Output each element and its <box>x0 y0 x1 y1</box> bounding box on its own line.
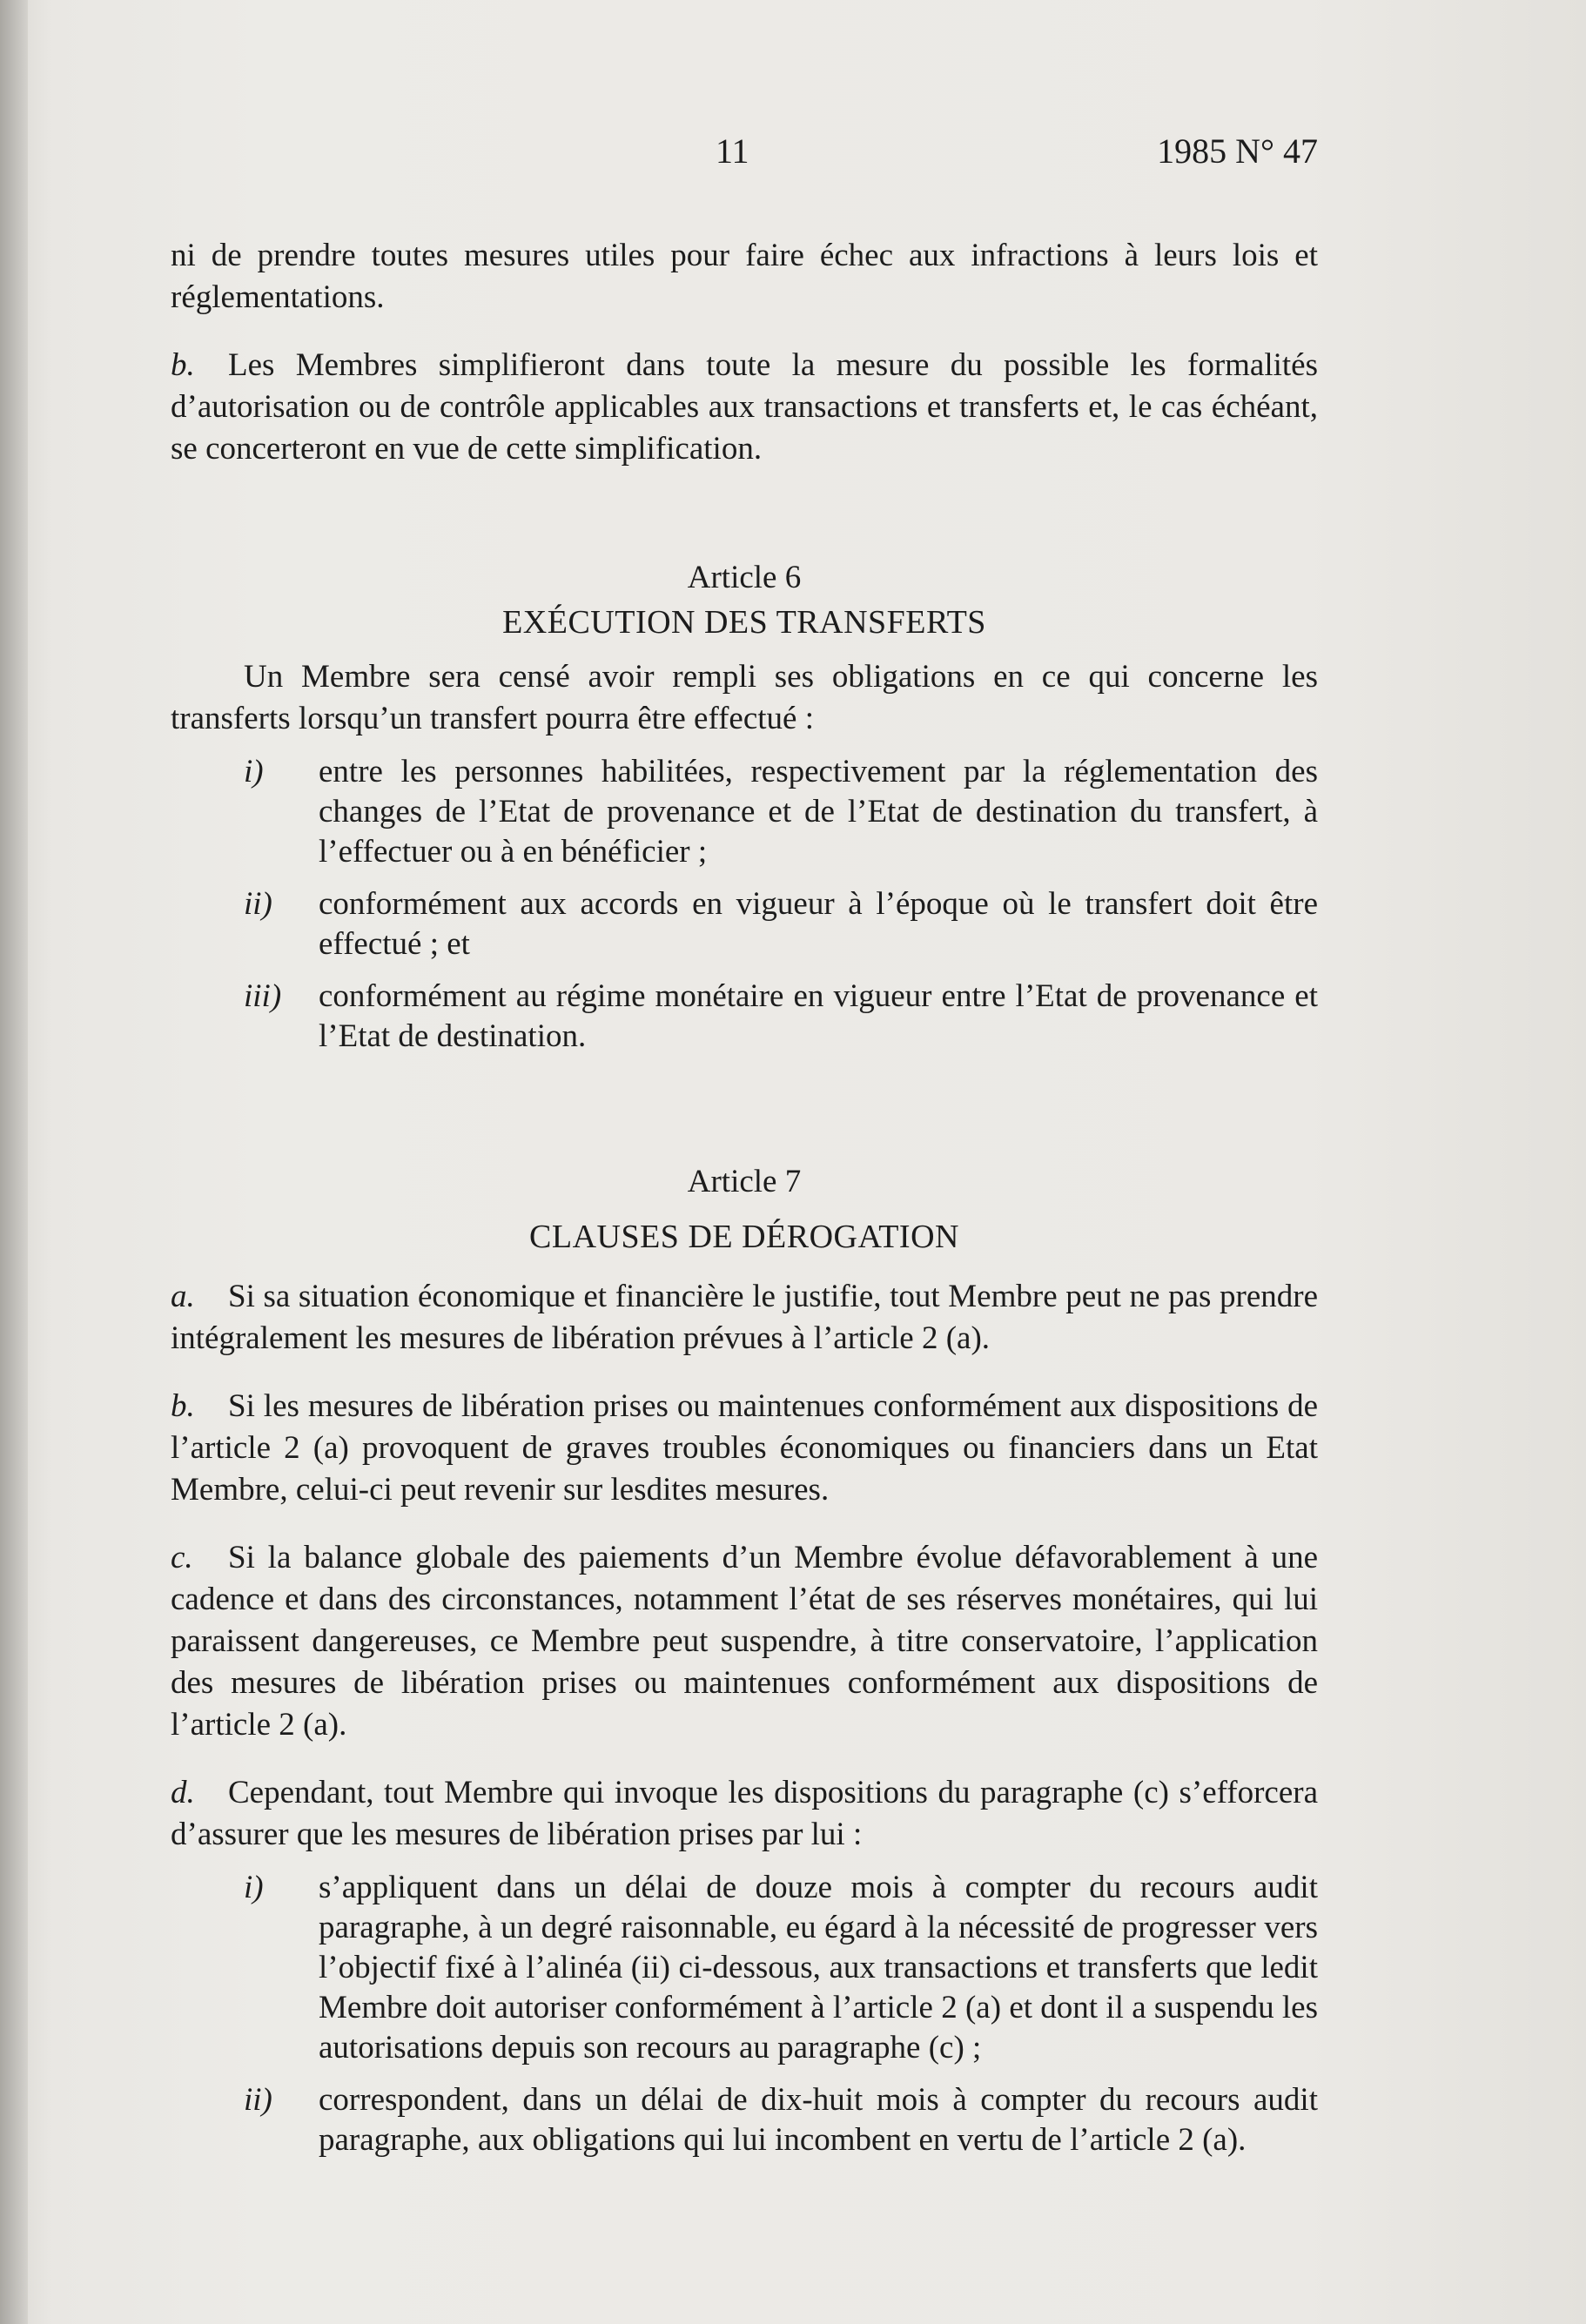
list-text: conformément aux accords en vigueur à l’époque où le transfert doit être effectué ; et <box>319 886 1318 962</box>
list-item <box>244 977 1318 1057</box>
article-title: EXÉCUTION DES TRANSFERTS <box>502 604 986 641</box>
paragraph-label: c. <box>171 1540 193 1575</box>
list-item <box>244 884 1318 964</box>
page-header <box>171 131 1318 183</box>
page-content <box>171 131 1318 2160</box>
paragraph-a <box>171 1276 1318 1360</box>
paragraph-label: b. <box>171 347 195 383</box>
list-marker: ii) <box>244 2082 272 2118</box>
list-text: s’appliquent dans un délai de douze mois à compter du recours audit paragraphe, à un degré raisonnable, eu égard à la nécessité de progresser vers l’objectif fixé à l’alinéa (ii) ci-dessous, aux transactions et transferts que ledit Membre doit autoriser conformément à l’article 2 (a) et dont il a suspendu les autorisations depuis son recours au paragraphe (c) ; <box>319 1870 1318 2065</box>
list-item <box>244 752 1318 872</box>
article-number: Article 7 <box>687 1164 802 1199</box>
paragraph-label: a. <box>171 1279 195 1314</box>
paragraph-text: Les Membres simplifieront dans toute la mesure du possible les formalités d’autorisation ou de contrôle applicables aux transactions et transferts et, le cas échéant, se concerteront en vue de cette simplification. <box>171 347 1318 467</box>
paragraph-text: Si la balance globale des paiements d’un Membre évolue défavorablement à une cadence et dans des circonstances, notamment l’état de ses réserves monétaires, qui lui paraissent dangereuses, ce Membre peut suspendre, à titre conservatoire, l’application des mesures de libération prises ou maintenues conformément aux dispositions de l’article 2 (a). <box>171 1540 1318 1743</box>
article-6 <box>171 557 1318 1057</box>
list-text: entre les personnes habilitées, respectivement par la réglementation des changes de l’Etat de provenance et de l’Etat de destination du transfert, à l’effectuer ou à en bénéficier ; <box>319 754 1318 870</box>
page-number: 11 <box>716 131 749 171</box>
paragraph-d <box>171 1772 1318 1856</box>
continuation-paragraph: ni de prendre toutes mesures utiles pour faire échec aux infractions à leurs lois et réglementations. <box>171 238 1318 315</box>
paragraph-text: Cependant, tout Membre qui invoque les dispositions du paragraphe (c) s’efforcera d’assurer que les mesures de libération prises par lui : <box>171 1775 1318 1852</box>
paragraph-text: Si sa situation économique et financière le justifie, tout Membre peut ne pas prendre intégralement les mesures de libération prévues à l’article 2 (a). <box>171 1279 1318 1356</box>
paragraph-label: b. <box>171 1388 195 1424</box>
list-text: conformément au régime monétaire en vigueur entre l’Etat de provenance et l’Etat de destination. <box>319 978 1318 1054</box>
list-marker: iii) <box>244 978 282 1014</box>
paragraph-b <box>171 1386 1318 1511</box>
list-marker: ii) <box>244 886 272 922</box>
binding-gutter <box>0 0 28 2324</box>
list-text: correspondent, dans un délai de dix-huit mois à compter du recours audit paragraphe, aux obligations qui lui incombent en vertu de l’article 2 (a). <box>319 2082 1318 2158</box>
article-number: Article 6 <box>687 560 802 595</box>
article-title: CLAUSES DE DÉROGATION <box>529 1219 959 1255</box>
document-reference: 1985 N° 47 <box>1157 131 1318 171</box>
article-intro: Un Membre sera censé avoir rempli ses obligations en ce qui concerne les transferts lorsqu’un transfert pourra être effectué : <box>171 659 1318 736</box>
list-marker: i) <box>244 1870 264 1905</box>
list-marker: i) <box>244 754 264 789</box>
paragraph-text: Si les mesures de libération prises ou maintenues conformément aux dispositions de l’article 2 (a) provoquent de graves troubles économiques ou financiers dans un Etat Membre, celui-ci peut revenir sur lesdites mesures. <box>171 1388 1318 1508</box>
list-item <box>244 1868 1318 2068</box>
paragraph-c <box>171 1537 1318 1746</box>
paragraph-b-intro <box>171 345 1318 470</box>
article-7 <box>171 1161 1318 2160</box>
paragraph-label: d. <box>171 1775 195 1810</box>
list-item <box>244 2080 1318 2160</box>
